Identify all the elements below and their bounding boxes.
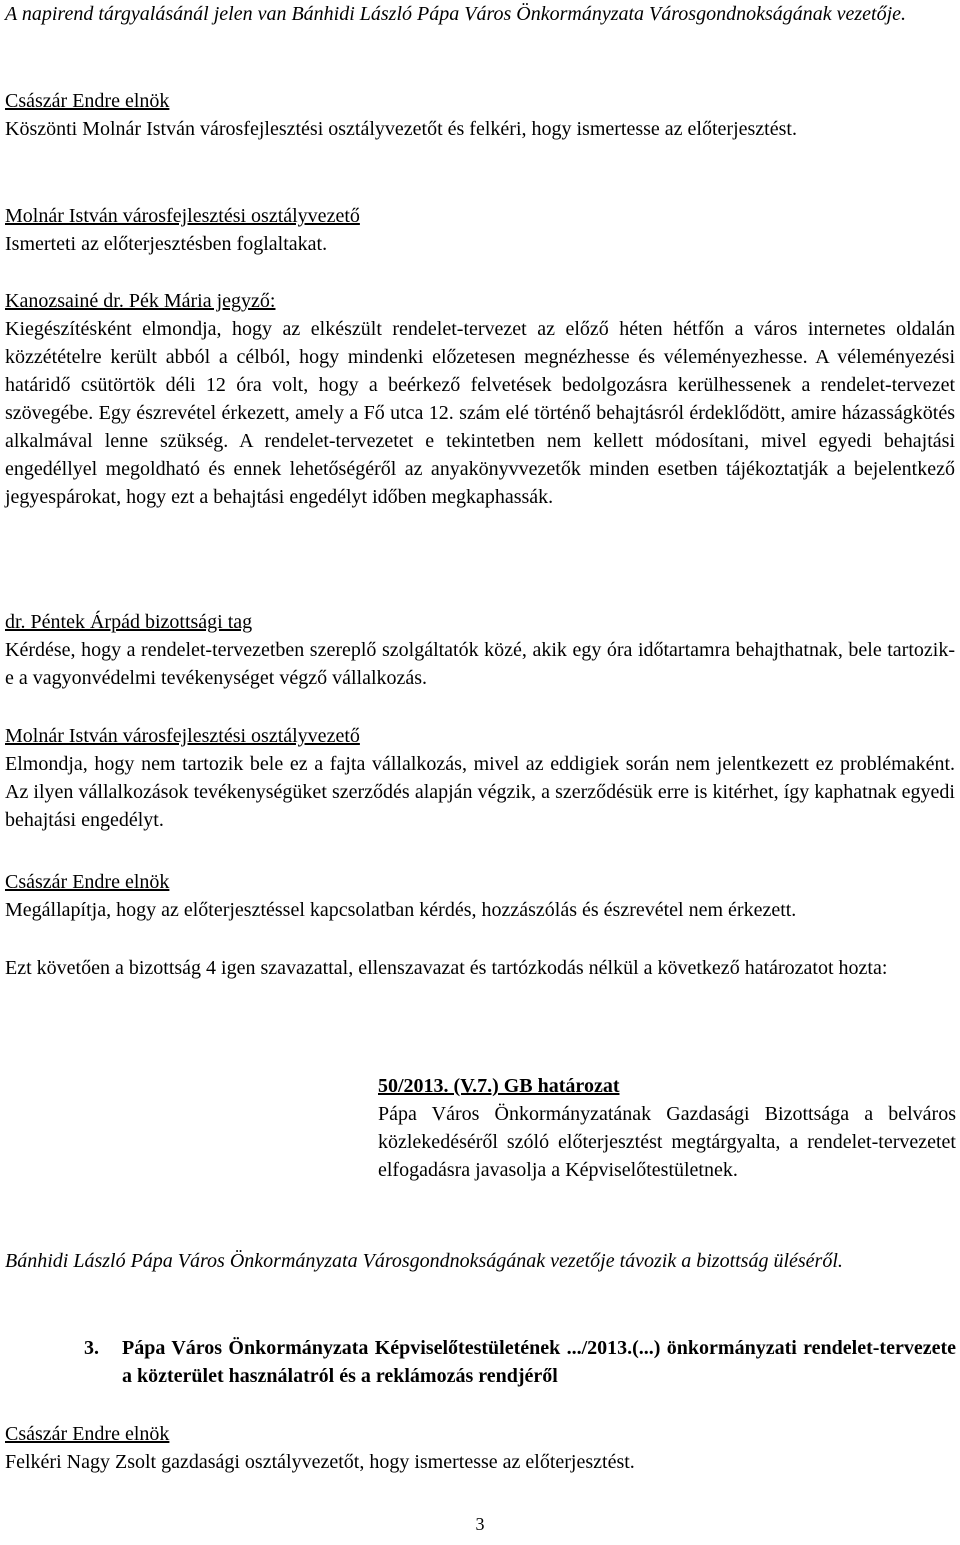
speech-block (5, 202, 955, 258)
speech-text: Kiegészítésként elmondja, hogy az elkészült rendelet-tervezet az előző héten hétfőn a város internetes oldalán közzétételre került abból a célból, hogy mindenki előzetesen megnézhesse és véleményezhesse. A véleményezési határidő csütörtök déli 12 óra volt, hogy a beérkező felvetések bedolgozásra kerülhessenek a rendelet-tervezet szövegébe. Egy észrevétel érkezett, amely a Fő utca 12. szám elé történő behajtásról érdeklődött, amire házasságkötés alkalmával lenne szükség. A rendelet-tervezetet e tekintetben nem kellett módosítani, mivel egyedi behajtási engedéllyel megoldható és ennek lehetőségéről az anyakönyvvezetők minden esetben tájékoztatják a bejelentkező jegyespárokat, hogy ezt a behajtási engedélyt időben megkaphassák. (5, 318, 955, 508)
intro-paragraph: A napirend tárgyalásánál jelen van Bánhidi László Pápa Város Önkormányzata Városgondnokságának vezetője. (5, 3, 907, 25)
agenda-item (84, 1334, 956, 1390)
speech-block (5, 287, 955, 511)
vote-paragraph: Ezt követően a bizottság 4 igen szavazattal, ellenszavazat és tartózkodás nélkül a következő határozatot hozta: (5, 957, 888, 979)
resolution-title: 50/2013. (V.7.) GB határozat (378, 1075, 620, 1097)
speech-block (5, 868, 955, 924)
speaker-name: dr. Péntek Árpád bizottsági tag (5, 611, 253, 633)
speech-block (5, 1420, 955, 1476)
speaker-name: Molnár István városfejlesztési osztályvezető (5, 725, 360, 747)
speech-block (5, 722, 955, 834)
page-number: 3 (475, 1514, 485, 1534)
speech-text: Köszönti Molnár István városfejlesztési osztályvezetőt és felkéri, hogy ismertesse az előterjesztést. (5, 118, 797, 140)
resolution-block (378, 1072, 956, 1184)
resolution-text: Pápa Város Önkormányzatának Gazdasági Bizottsága a belváros közlekedéséről szóló előterjesztést megtárgyalta, a rendelet-tervezetet elfogadásra javasolja a Képviselőtestületnek. (378, 1103, 956, 1181)
speaker-name: Molnár István városfejlesztési osztályvezető (5, 205, 360, 227)
speech-block (5, 608, 955, 692)
speech-text: Elmondja, hogy nem tartozik bele ez a fajta vállalkozás, mivel az eddigiek során nem jelentkezett ez problémaként. Az ilyen vállalkozások tevékenységüket szerződés alapján végzik, a szerződésük erre is kitérhet, így kaphatnak egyedi behajtási engedélyt. (5, 753, 955, 831)
speaker-name: Kanozsainé dr. Pék Mária jegyző: (5, 290, 276, 312)
speaker-name: Császár Endre elnök (5, 1423, 170, 1445)
speaker-name: Császár Endre elnök (5, 90, 170, 112)
speech-block (5, 87, 955, 143)
departure-paragraph: Bánhidi László Pápa Város Önkormányzata Városgondnokságának vezetője távozik a bizottság üléséről. (5, 1250, 843, 1272)
speech-text: Kérdése, hogy a rendelet-tervezetben szereplő szolgáltatók közé, akik egy óra időtartamra behajthatnak, bele tartozik-e a vagyonvédelmi tevékenységet végző vállalkozás. (5, 639, 955, 689)
speech-text: Ismerteti az előterjesztésben foglaltakat. (5, 233, 328, 255)
speech-text: Felkéri Nagy Zsolt gazdasági osztályvezetőt, hogy ismertesse az előterjesztést. (5, 1451, 635, 1473)
agenda-number: 3. (84, 1337, 99, 1359)
speech-text: Megállapítja, hogy az előterjesztéssel kapcsolatban kérdés, hozzászólás és észrevétel nem érkezett. (5, 899, 797, 921)
speaker-name: Császár Endre elnök (5, 871, 170, 893)
agenda-title: Pápa Város Önkormányzata Képviselőtestületének .../2013.(...) önkormányzati rendelet-tervezete a közterület használatról és a reklámozás rendjéről (122, 1337, 956, 1387)
